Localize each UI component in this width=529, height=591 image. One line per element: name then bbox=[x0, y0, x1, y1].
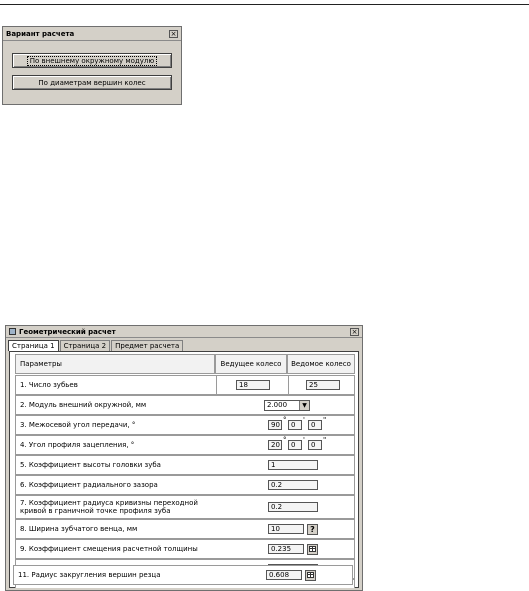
module-select[interactable] bbox=[264, 400, 310, 411]
param-label: 2. Модуль внешний окружной, мм bbox=[20, 401, 147, 409]
close-icon[interactable]: × bbox=[170, 29, 177, 38]
table-lookup-icon[interactable] bbox=[305, 570, 316, 581]
param-label: 1. Число зубьев bbox=[20, 381, 78, 389]
degree-symbol: ° bbox=[283, 436, 287, 444]
table-row bbox=[15, 475, 355, 495]
dialog-title: Геометрический расчет bbox=[19, 327, 116, 336]
param-label: 11. Радиус закругления вершин резца bbox=[18, 571, 161, 579]
header-drive: Ведущее колесо bbox=[215, 354, 287, 374]
chevron-down-icon[interactable]: ▼ bbox=[299, 401, 309, 410]
tab-bar bbox=[6, 338, 362, 351]
degree-symbol: ° bbox=[283, 416, 287, 424]
pressure-angle-sec-input[interactable]: 0 bbox=[308, 440, 322, 450]
header-driven: Ведомое колесо bbox=[287, 354, 355, 374]
param-label: 8. Ширина зубчатого венца, мм bbox=[20, 525, 138, 533]
pressure-angle-deg-input[interactable]: 20 bbox=[268, 440, 282, 450]
table-row bbox=[15, 375, 355, 395]
param-label: 4. Угол профиля зацепления, ° bbox=[20, 441, 135, 449]
param-label: 9. Коэффициент смещения расчетной толщины bbox=[20, 545, 198, 553]
dialog-title: Вариант расчета bbox=[6, 29, 75, 38]
params-panel bbox=[9, 351, 359, 588]
shaft-angle-deg-input[interactable]: 90 bbox=[268, 420, 282, 430]
second-symbol: " bbox=[323, 416, 327, 424]
app-icon bbox=[9, 328, 16, 335]
table-row bbox=[15, 519, 355, 539]
face-width-input[interactable]: 10 bbox=[268, 524, 304, 534]
geometric-calc-dialog bbox=[5, 325, 363, 591]
table-lookup-icon[interactable] bbox=[307, 544, 318, 555]
tab-subject[interactable]: Предмет расчета bbox=[111, 340, 183, 351]
shaft-angle-sec-input[interactable]: 0 bbox=[308, 420, 322, 430]
module-select-value: 2.000 bbox=[267, 401, 288, 409]
help-icon[interactable]: ? bbox=[307, 524, 318, 535]
teeth-drive-input[interactable]: 18 bbox=[236, 380, 270, 390]
table-row bbox=[15, 435, 355, 455]
second-symbol: " bbox=[323, 436, 327, 444]
pressure-angle-min-input[interactable]: 0 bbox=[288, 440, 302, 450]
tip-diameters-button-label: По диаметрам вершин колес bbox=[38, 78, 146, 87]
table-row bbox=[15, 539, 355, 559]
page-top-rule bbox=[0, 4, 529, 5]
outer-module-button-label: По внешнему окружному модулю bbox=[29, 56, 155, 65]
calc-variant-dialog bbox=[2, 26, 182, 105]
header-params: Параметры bbox=[15, 354, 215, 374]
shaft-angle-min-input[interactable]: 0 bbox=[288, 420, 302, 430]
minute-symbol: ' bbox=[303, 416, 305, 424]
tip-diameters-button[interactable] bbox=[12, 75, 172, 90]
addendum-coef-input[interactable]: 1 bbox=[268, 460, 318, 470]
dialog-titlebar bbox=[3, 27, 181, 41]
tab-page-1[interactable]: Страница 1 bbox=[8, 340, 59, 351]
table-row bbox=[15, 415, 355, 435]
param-label: 5. Коэффициент высоты головки зуба bbox=[20, 461, 161, 469]
param-label: 6. Коэффициент радиального зазора bbox=[20, 481, 158, 489]
thickness-shift-coef-input[interactable]: 0.235 bbox=[268, 544, 304, 554]
table-row bbox=[13, 565, 353, 585]
table-header bbox=[15, 354, 355, 374]
teeth-driven-input[interactable]: 25 bbox=[306, 380, 340, 390]
tool-tip-radius-input[interactable]: 0.608 bbox=[266, 570, 302, 580]
param-label: 3. Межосевой угол передачи, ° bbox=[20, 421, 136, 429]
clearance-coef-input[interactable]: 0.2 bbox=[268, 480, 318, 490]
dialog-titlebar bbox=[6, 326, 362, 338]
table-row bbox=[15, 395, 355, 415]
tab-page-2[interactable]: Страница 2 bbox=[60, 340, 111, 351]
table-row bbox=[15, 455, 355, 475]
fillet-radius-coef-input[interactable]: 0.2 bbox=[268, 502, 318, 512]
close-icon[interactable]: × bbox=[351, 327, 358, 336]
table-row bbox=[15, 495, 355, 519]
outer-module-button[interactable] bbox=[12, 53, 172, 68]
minute-symbol: ' bbox=[303, 436, 305, 444]
param-label: 7. Коэффициент радиуса кривизны переходной кривой в граничной точке профиля зуба bbox=[20, 499, 198, 515]
